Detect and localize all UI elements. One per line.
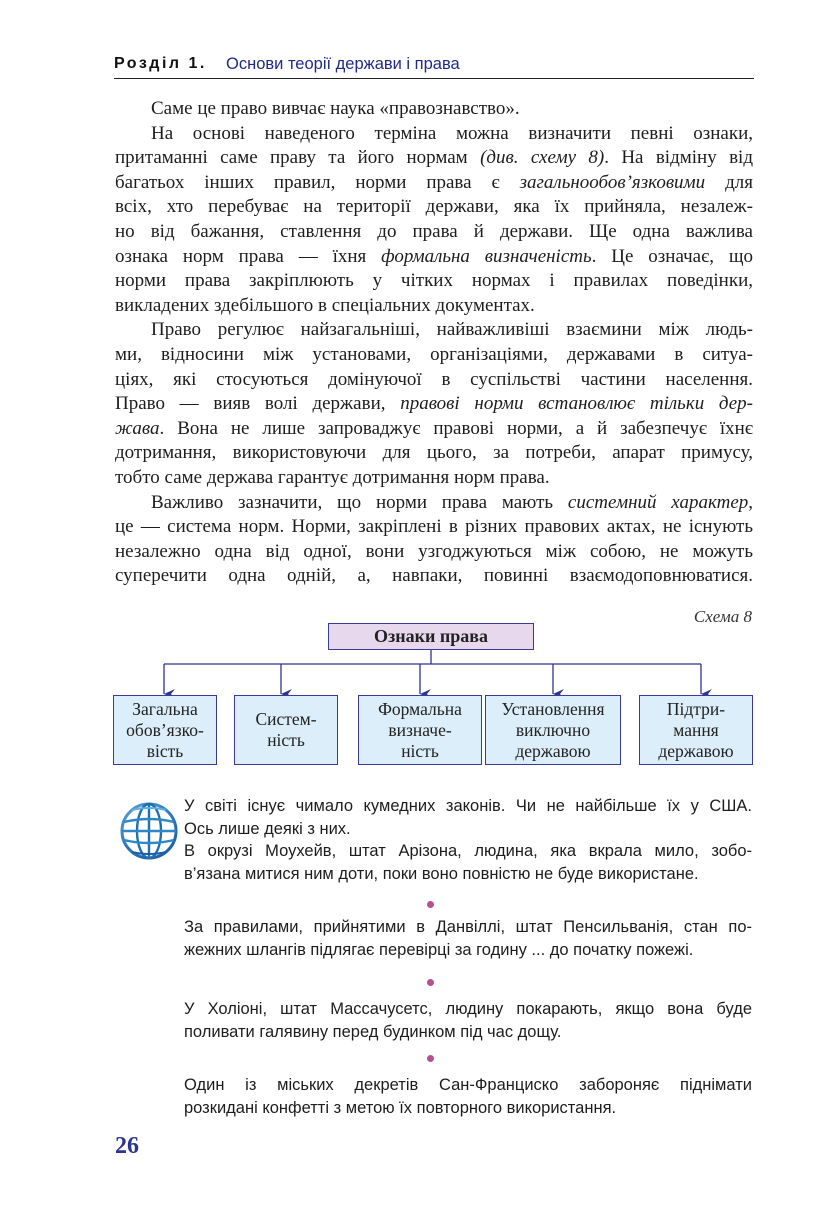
globe-icon (118, 800, 180, 862)
text-line (115, 97, 753, 122)
schema-box-supported-by-state (639, 695, 753, 765)
text-line (115, 171, 753, 196)
text-run: суперечити одна одній, а, навпаки, повинні взаємодоповнюватися. (115, 565, 753, 587)
fact-line: жежних шлангів підлягає перевірці за годину ... до початку пожежі. (184, 940, 694, 959)
emphasis-text: жава (115, 417, 160, 439)
box-line: Загальна (132, 698, 198, 719)
emphasis-text: загальнообов’язковими (519, 171, 706, 193)
text-line (115, 417, 753, 442)
text-run: всіх, хто перебуває на території держави, яка їх прийняла, незалеж- (115, 196, 753, 218)
text-line (115, 220, 753, 245)
text-line (115, 195, 753, 220)
fact-item-4 (184, 1074, 752, 1119)
bullet-dot (427, 901, 434, 908)
schema-box-systemic (234, 695, 338, 765)
text-line (115, 441, 753, 466)
text-run: це — система норм. Норми, закріплені в різних правових актах, не існують (115, 516, 753, 538)
text-run: тобто саме держава гарантує дотримання норм права. (115, 466, 550, 488)
text-line (115, 294, 753, 319)
text-run: притаманні саме праву та його нормам (115, 147, 481, 169)
box-line: Формальна (378, 698, 462, 719)
box-line: обов’язко- (126, 719, 204, 740)
fact-line: У світі існує чимало кумедних законів. Чи не найбільше їх у США. (184, 797, 752, 815)
box-line: ність (401, 740, 439, 761)
text-line (115, 392, 753, 417)
box-line: державою (658, 740, 734, 761)
text-line (115, 245, 753, 270)
text-run: но від бажання, ставлення до права й держави. Ще одна важлива (115, 220, 753, 242)
schema-root-box: Ознаки права (328, 623, 534, 650)
text-run: багатьох інших правил, норми права є (115, 171, 520, 193)
schema-box-formal-definiteness (358, 695, 482, 765)
text-line (115, 564, 753, 589)
fact-line: розкидані конфетті з метою їх повторного використання. (184, 1098, 617, 1117)
section-title: Основи теорії держави і права (226, 55, 460, 73)
text-line (115, 466, 753, 491)
bullet-dot (427, 1055, 434, 1062)
text-run: На основі наведеного терміна можна визначити певні ознаки, (151, 122, 753, 144)
text-line (115, 491, 753, 516)
schema-box-established-by-state (485, 695, 621, 765)
text-line (115, 318, 753, 343)
box-line: Установлення (501, 698, 605, 719)
emphasis-text: системний характер (567, 491, 749, 513)
interesting-facts-block (110, 795, 760, 1125)
box-line: мання (673, 719, 719, 740)
schema-box-general-binding (113, 695, 217, 765)
fact-line: в’язана митися ним доти, поки воно повністю не буде використане. (184, 864, 699, 883)
text-line (115, 343, 753, 368)
emphasis-text: правові норми встановлює тільки дер- (400, 393, 754, 415)
fact-line: Ось лише деякі з них. (184, 819, 351, 838)
text-run: ознака норм права — їхня (115, 245, 382, 267)
schema-caption: Схема 8 (693, 607, 752, 626)
fact-line: поливати галявину перед будинком під час дощу. (184, 1022, 562, 1041)
box-line: Підтри- (666, 698, 726, 719)
emphasis-text: (див. схему 8) (480, 147, 605, 169)
fact-item-2 (184, 916, 752, 961)
emphasis-text: формальна визначеність (381, 245, 592, 267)
fact-line: За правилами, прийнятими в Данвіллі, штат Пенсильванія, стан по- (184, 918, 752, 936)
fact-line: В окрузі Моухейв, штат Арізона, людина, яка вкрала мило, зобо- (184, 842, 752, 860)
text-line (115, 122, 753, 147)
text-run: ціях, які стосуються домінуючої в суспільстві частини населення. (115, 368, 753, 390)
text-run: викладених здебільшого в спеціальних документах. (115, 294, 535, 316)
box-line: Систем- (255, 709, 317, 729)
box-line: державою (515, 740, 591, 761)
fact-item-3 (184, 998, 752, 1043)
text-run: Саме це право вивчає наука «правознавство». (151, 98, 520, 119)
main-text (115, 97, 753, 589)
fact-item-1 (184, 795, 752, 885)
page-number: 26 (115, 1133, 139, 1159)
text-run: . Це означає, що (591, 245, 754, 267)
schema-diagram (110, 618, 760, 778)
text-run: . Вона не лише запроваджує правові норми, а й забезпечує їхнє (159, 417, 753, 439)
text-run: , (748, 491, 754, 513)
box-line: вість (146, 740, 184, 761)
text-run: . На відміну від (604, 147, 753, 169)
box-line: виключно (515, 719, 591, 740)
text-run: Важливо зазначити, що норми права мають (151, 491, 568, 513)
text-run: незалежно одна від одної, вони узгоджуються між собою, не можуть (115, 540, 753, 562)
text-line (115, 269, 753, 294)
section-label: Розділ 1. (114, 55, 207, 72)
fact-line: Один із міських декретів Сан-Франциско забороняє піднімати (184, 1076, 752, 1094)
text-line (115, 146, 753, 171)
box-line: ність (267, 730, 305, 750)
text-run: дотримання, використовуючи для цього, за потреби, апарат примусу, (115, 442, 753, 464)
running-header (114, 52, 754, 79)
text-run: Право регулює найзагальніші, найважливіші взаємини між людь- (151, 319, 753, 341)
bullet-dot (427, 979, 434, 986)
text-run: Право — вияв волі держави, (115, 393, 401, 415)
text-line (115, 515, 753, 540)
box-line: визначе- (388, 719, 452, 740)
text-line (115, 368, 753, 393)
text-run: норми права закріплюють у чітких нормах і правилах поведінки, (115, 270, 753, 292)
fact-line: У Холіоні, штат Массачусетс, людину покарають, якщо вона буде (184, 1000, 752, 1018)
text-run: ми, відносини між установами, організаціями, державами в ситуа- (115, 343, 753, 365)
text-line (115, 540, 753, 565)
text-run: для (705, 171, 754, 193)
